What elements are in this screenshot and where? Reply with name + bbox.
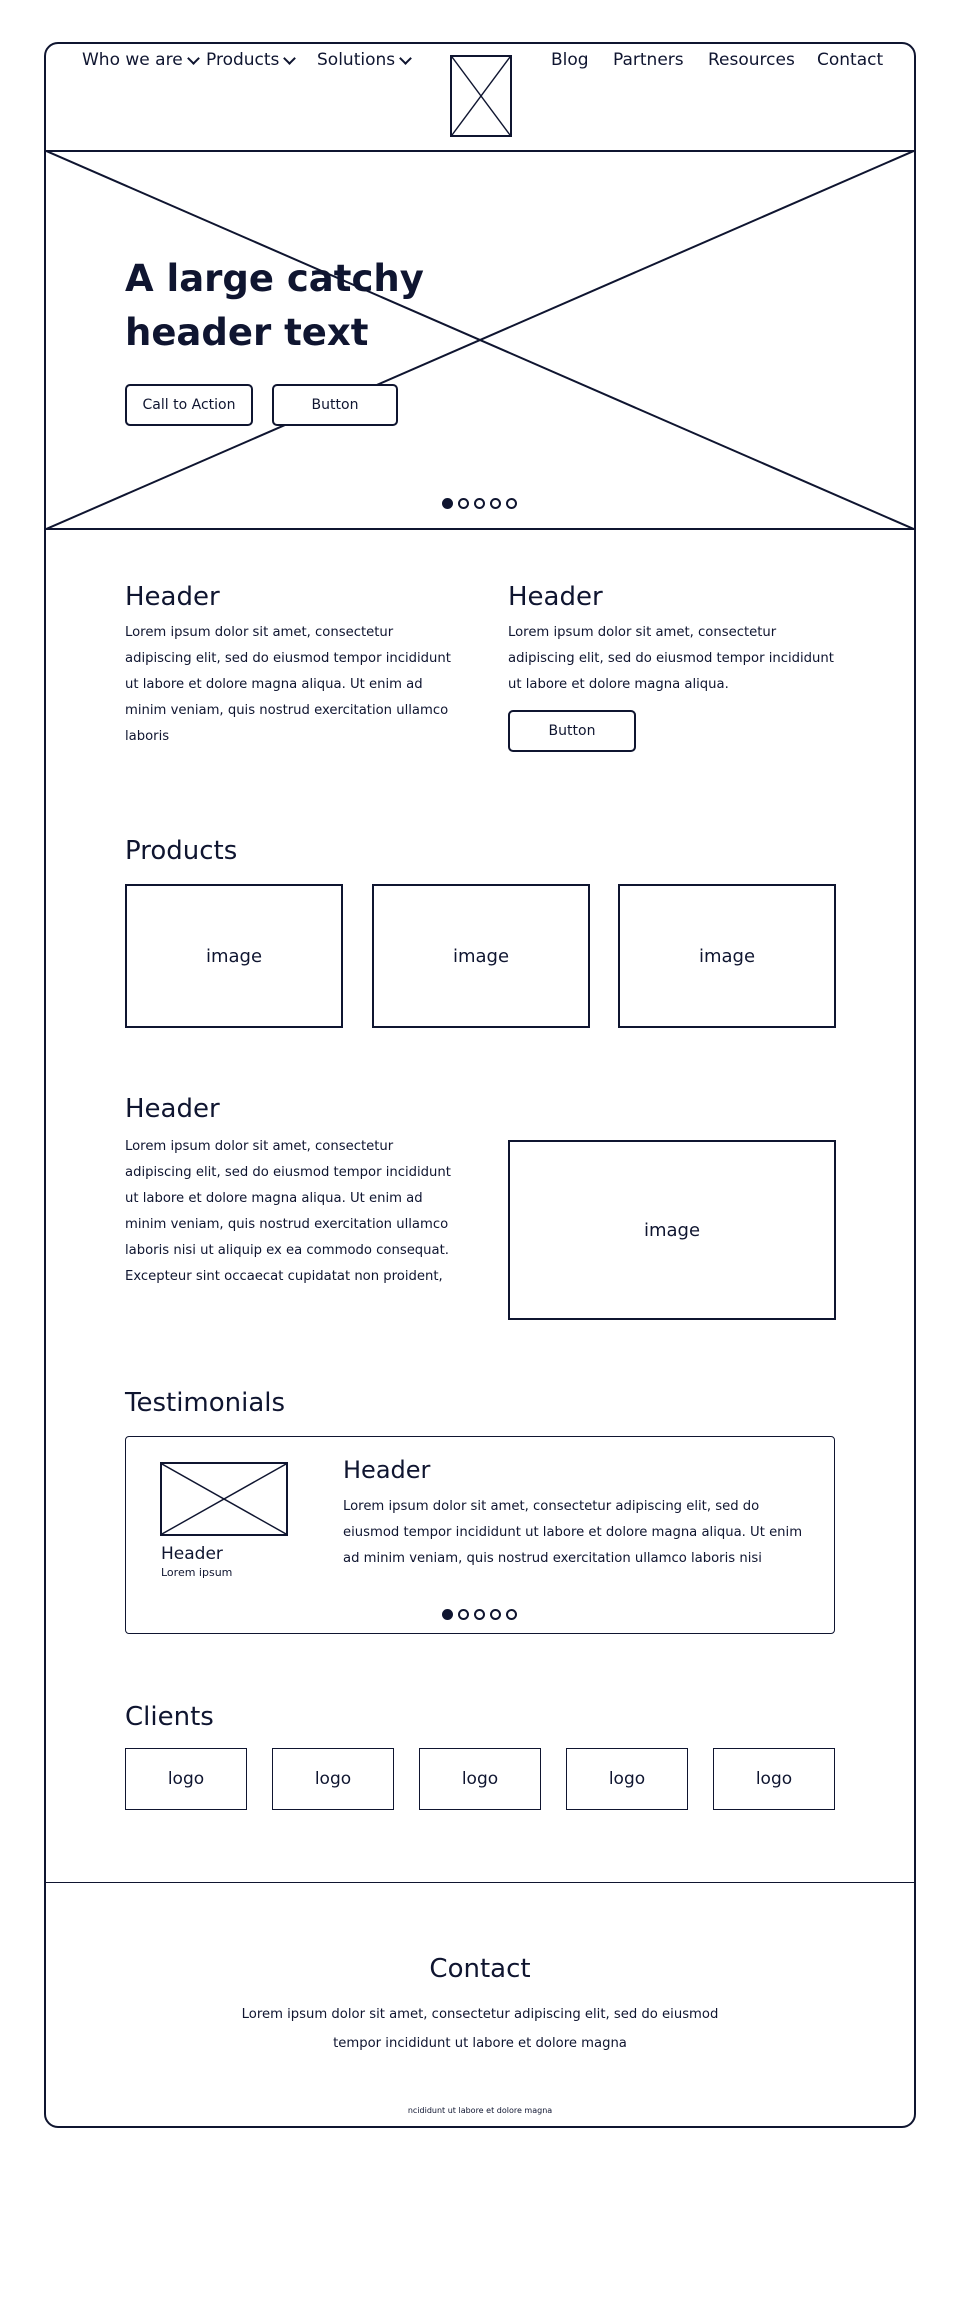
carousel-dot[interactable]	[474, 498, 485, 509]
footer-divider	[44, 1882, 916, 1883]
nav-who-we-are[interactable]	[82, 50, 198, 70]
nav-solutions-label: Solutions	[317, 50, 396, 70]
nav-blog-label: Blog	[551, 50, 589, 70]
feature-text-right: Lorem ipsum dolor sit amet, consectetur adipiscing elit, sed do eiusmod tempor incididunt ut labore et dolore magna aliqua.	[508, 625, 834, 692]
chevron-down-icon	[187, 52, 200, 65]
product-card[interactable]: image	[372, 884, 590, 1028]
carousel-dot[interactable]	[442, 1609, 453, 1620]
carousel-dot[interactable]	[490, 1609, 501, 1620]
nav-resources[interactable]	[708, 50, 795, 70]
avatar-placeholder-icon	[160, 1462, 288, 1536]
client-logo[interactable]: logo	[125, 1748, 247, 1810]
call-to-action-button[interactable]: Call to Action	[125, 384, 253, 426]
carousel-dot[interactable]	[506, 1609, 517, 1620]
carousel-dot[interactable]	[490, 498, 501, 509]
client-logo[interactable]: logo	[566, 1748, 688, 1810]
hero-title: A large catchy header text	[125, 257, 424, 354]
clients-title: Clients	[125, 1702, 214, 1732]
feature-header-left: Header	[125, 582, 220, 612]
nav-contact-label: Contact	[817, 50, 884, 70]
products-title: Products	[125, 836, 238, 866]
about-header: Header	[125, 1094, 220, 1124]
nav-products[interactable]	[206, 50, 294, 70]
client-logo[interactable]: logo	[272, 1748, 394, 1810]
carousel-dot[interactable]	[458, 498, 469, 509]
nav-who-we-are-label: Who we are	[82, 50, 183, 70]
logo-placeholder-icon[interactable]	[450, 55, 512, 137]
product-card[interactable]: image	[618, 884, 836, 1028]
carousel-dot[interactable]	[442, 498, 453, 509]
testimonial-person-name: Header	[161, 1544, 223, 1564]
product-card[interactable]: image	[125, 884, 343, 1028]
client-logo[interactable]: logo	[419, 1748, 541, 1810]
nav-partners[interactable]	[613, 50, 684, 70]
testimonial-quote: Lorem ipsum dolor sit amet, consectetur adipiscing elit, sed do eiusmod tempor incididunt ut labore et dolore magna aliqua. Ut enim ad minim veniam, quis nostrud exercitation ullamco laboris nisi	[343, 1499, 803, 1566]
testimonial-header: Header	[343, 1456, 431, 1484]
about-text: Lorem ipsum dolor sit amet, consectetur adipiscing elit, sed do eiusmod tempor incididunt ut labore et dolore magna aliqua. Ut enim ad minim veniam, quis nostrud exercitation ullamco laboris nisi ut aliquip ex ea commodo consequat. Excepteur sint occaecat cupidatat non proident,	[125, 1139, 451, 1284]
chevron-down-icon	[399, 52, 412, 65]
carousel-dot[interactable]	[506, 498, 517, 509]
testimonial-carousel-dots	[442, 1609, 517, 1620]
carousel-dot[interactable]	[458, 1609, 469, 1620]
feature-text-left: Lorem ipsum dolor sit amet, consectetur adipiscing elit, sed do eiusmod tempor incididunt ut labore et dolore magna aliqua. Ut enim ad minim veniam, quis nostrud exercitation ullamco laboris	[125, 625, 451, 744]
hero-secondary-button[interactable]: Button	[272, 384, 398, 426]
about-image: image	[508, 1140, 836, 1320]
feature-header-right: Header	[508, 582, 603, 612]
chevron-down-icon	[284, 52, 297, 65]
contact-title: Contact	[429, 1954, 531, 1984]
testimonial-person-role: Lorem ipsum	[161, 1566, 233, 1579]
feature-button[interactable]: Button	[508, 710, 636, 752]
client-logo[interactable]: logo	[713, 1748, 835, 1810]
nav-products-label: Products	[206, 50, 280, 70]
nav-solutions[interactable]	[317, 50, 410, 70]
footer-fine-print: ncididunt ut labore et dolore magna	[407, 2106, 553, 2115]
contact-text: Lorem ipsum dolor sit amet, consectetur adipiscing elit, sed do eiusmod tempor incididunt ut labore et dolore magna	[241, 2007, 719, 2051]
testimonials-title: Testimonials	[125, 1388, 286, 1418]
nav-blog[interactable]	[551, 50, 589, 70]
hero-carousel-dots	[442, 498, 517, 509]
nav-resources-label: Resources	[708, 50, 795, 70]
carousel-dot[interactable]	[474, 1609, 485, 1620]
hero-divider	[44, 528, 916, 530]
nav-contact[interactable]	[817, 50, 883, 70]
nav-partners-label: Partners	[613, 50, 684, 70]
